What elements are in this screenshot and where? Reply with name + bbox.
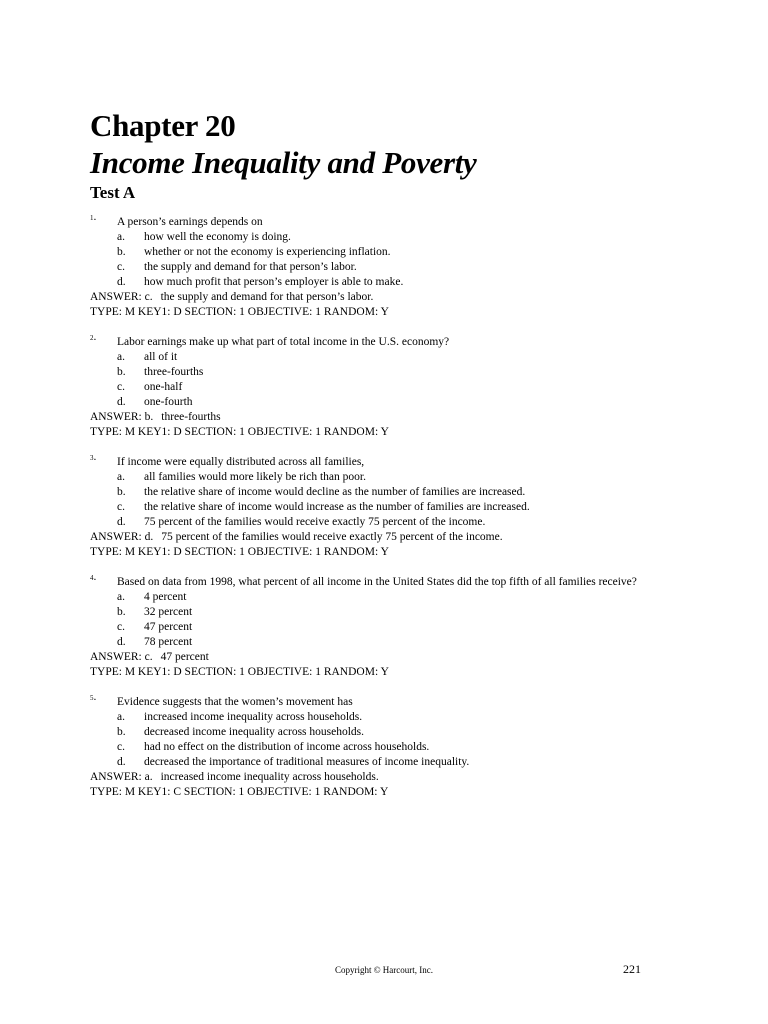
choice-text: increased income inequality across households. [144, 711, 363, 723]
choice-letter: d. [117, 636, 126, 648]
chapter-title: Chapter 20 [90, 108, 236, 143]
answer-text: the supply and demand for that person’s labor. [160, 291, 374, 303]
answer-text: 75 percent of the families would receive exactly 75 percent of the income. [161, 531, 503, 543]
choice-text: 32 percent [144, 606, 193, 618]
choice-letter: c. [117, 741, 125, 753]
answer-label: ANSWER: d. [90, 531, 154, 543]
choice-text: three-fourths [144, 366, 204, 378]
choice-text: the supply and demand for that person’s labor. [144, 261, 357, 273]
choice-a [90, 710, 690, 725]
choice-text: 4 percent [144, 591, 187, 603]
question-number: 2. [90, 331, 97, 343]
choice-text: how much profit that person’s employer is able to make. [144, 276, 404, 288]
question-stem [90, 331, 690, 350]
choice-text: all families would more likely be rich than poor. [144, 471, 366, 483]
answer-label: ANSWER: c. [90, 651, 153, 663]
choice-text: one-half [144, 381, 183, 393]
question-stem [90, 571, 690, 590]
choice-letter: a. [117, 471, 125, 483]
choice-letter: d. [117, 756, 126, 768]
question-3 [90, 451, 690, 560]
choice-text: 75 percent of the families would receive exactly 75 percent of the income. [144, 516, 486, 528]
question-stem [90, 211, 690, 230]
answer-label: ANSWER: b. [90, 411, 154, 423]
choice-b [90, 725, 690, 740]
question-text: A person’s earnings depends on [117, 216, 263, 228]
question-number: 4. [90, 571, 97, 583]
choice-letter: a. [117, 351, 125, 363]
choice-list [90, 590, 690, 650]
choice-d [90, 755, 690, 770]
choice-letter: d. [117, 276, 126, 288]
chapter-subtitle: Income Inequality and Poverty [90, 145, 477, 180]
type-line: TYPE: M KEY1: D SECTION: 1 OBJECTIVE: 1 RANDOM: Y [90, 306, 389, 318]
choice-c [90, 500, 690, 515]
choice-letter: d. [117, 396, 126, 408]
answer-text: three-fourths [161, 411, 221, 423]
question-4 [90, 571, 690, 680]
page-number: 221 [623, 962, 641, 976]
choice-letter: b. [117, 486, 126, 498]
choice-a [90, 590, 690, 605]
choice-letter: c. [117, 261, 125, 273]
choice-b [90, 485, 690, 500]
choice-c [90, 380, 690, 395]
choice-letter: b. [117, 366, 126, 378]
question-number: 1. [90, 211, 97, 223]
question-stem [90, 451, 690, 470]
question-1 [90, 211, 690, 320]
choice-text: 78 percent [144, 636, 193, 648]
choice-a [90, 470, 690, 485]
question-number: 3. [90, 451, 97, 463]
choice-letter: b. [117, 246, 126, 258]
question-text: Based on data from 1998, what percent of all income in the United States did the top fifth of all families receive? [117, 576, 637, 588]
choice-letter: d. [117, 516, 126, 528]
choice-text: how well the economy is doing. [144, 231, 291, 243]
type-line: TYPE: M KEY1: D SECTION: 1 OBJECTIVE: 1 RANDOM: Y [90, 546, 389, 558]
type-line: TYPE: M KEY1: D SECTION: 1 OBJECTIVE: 1 RANDOM: Y [90, 666, 389, 678]
choice-d [90, 275, 690, 290]
choice-letter: c. [117, 381, 125, 393]
choice-text: whether or not the economy is experiencing inflation. [144, 246, 391, 258]
question-text: If income were equally distributed across all families, [117, 456, 365, 468]
chapter-header [90, 108, 710, 204]
choice-letter: b. [117, 606, 126, 618]
choice-text: the relative share of income would decline as the number of families are increased. [144, 486, 526, 498]
choice-a [90, 350, 690, 365]
question-text: Labor earnings make up what part of total income in the U.S. economy? [117, 336, 450, 348]
answer-line [90, 770, 690, 785]
choice-c [90, 260, 690, 275]
choice-d [90, 635, 690, 650]
answer-line [90, 650, 690, 665]
choice-list [90, 470, 690, 530]
choice-list [90, 710, 690, 770]
choice-letter: c. [117, 501, 125, 513]
choice-list [90, 350, 690, 410]
choice-letter: a. [117, 591, 125, 603]
choice-letter: a. [117, 711, 125, 723]
question-list [90, 211, 690, 815]
answer-line [90, 290, 690, 305]
choice-b [90, 605, 690, 620]
test-label: Test A [90, 183, 136, 202]
choice-list [90, 230, 690, 290]
choice-text: decreased income inequality across households. [144, 726, 365, 738]
answer-label: ANSWER: a. [90, 771, 153, 783]
question-text: Evidence suggests that the women’s movement has [117, 696, 353, 708]
answer-label: ANSWER: c. [90, 291, 153, 303]
choice-c [90, 620, 690, 635]
choice-d [90, 395, 690, 410]
choice-letter: b. [117, 726, 126, 738]
answer-text: increased income inequality across households. [160, 771, 379, 783]
choice-text: one-fourth [144, 396, 193, 408]
answer-text: 47 percent [160, 651, 209, 663]
choice-b [90, 365, 690, 380]
choice-b [90, 245, 690, 260]
choice-text: 47 percent [144, 621, 193, 633]
question-5 [90, 691, 690, 800]
footer-copyright: Copyright © Harcourt, Inc. [334, 965, 434, 975]
choice-text: all of it [144, 351, 178, 363]
choice-a [90, 230, 690, 245]
choice-c [90, 740, 690, 755]
choice-text: the relative share of income would increase as the number of families are increased. [144, 501, 530, 513]
question-2 [90, 331, 690, 440]
choice-letter: a. [117, 231, 125, 243]
choice-text: had no effect on the distribution of income across households. [144, 741, 430, 753]
type-line: TYPE: M KEY1: C SECTION: 1 OBJECTIVE: 1 RANDOM: Y [90, 786, 389, 798]
type-line: TYPE: M KEY1: D SECTION: 1 OBJECTIVE: 1 RANDOM: Y [90, 426, 389, 438]
choice-d [90, 515, 690, 530]
answer-line [90, 530, 690, 545]
choice-letter: c. [117, 621, 125, 633]
answer-line [90, 410, 690, 425]
question-number: 5. [90, 691, 97, 703]
question-stem [90, 691, 690, 710]
choice-text: decreased the importance of traditional measures of income inequality. [144, 756, 470, 768]
